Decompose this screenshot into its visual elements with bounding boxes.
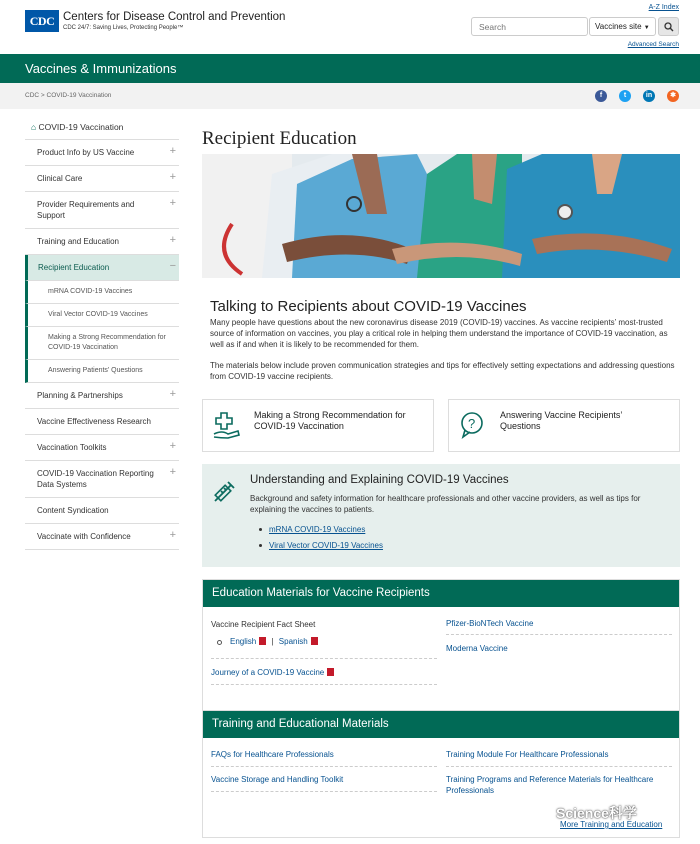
- fact-sheet-label: Vaccine Recipient Fact Sheet: [211, 620, 316, 629]
- pdf-icon: [311, 637, 318, 645]
- sidebar-item[interactable]: [25, 383, 179, 409]
- sidebar-subitem[interactable]: mRNA COVID-19 Vaccines: [25, 281, 179, 304]
- hand-medical-icon: [212, 410, 242, 440]
- sidebar-item[interactable]: [25, 435, 179, 461]
- expand-icon[interactable]: +: [169, 234, 176, 246]
- syringe-icon: [211, 477, 239, 505]
- question-bubble-icon: [459, 410, 489, 440]
- talking-materials-text: The materials below include proven communication strategies and tips for effectively setting expectations and addressing questions from COVID-19 vaccine recipients.: [210, 361, 675, 381]
- divider: [446, 634, 672, 635]
- link-bullet: [259, 544, 262, 547]
- sidebar-item-label: COVID-19 Vaccination Reporting Data Systems: [37, 469, 154, 489]
- viral-vector-link[interactable]: Viral Vector COVID-19 Vaccines: [269, 541, 383, 550]
- list-bullet: [217, 640, 222, 645]
- sidebar-item[interactable]: [25, 140, 179, 166]
- org-name: Centers for Disease Control and Prevention: [63, 11, 286, 23]
- expand-icon[interactable]: +: [169, 466, 176, 478]
- divider: [211, 766, 437, 767]
- page-title: Recipient Education: [202, 128, 357, 149]
- breadcrumb-current[interactable]: COVID-19 Vaccination: [46, 92, 112, 99]
- storage-toolkit-link[interactable]: Vaccine Storage and Handling Toolkit: [211, 775, 344, 784]
- linkedin-icon[interactable]: in: [643, 90, 655, 102]
- expand-icon[interactable]: +: [169, 388, 176, 400]
- divider: [211, 791, 437, 792]
- svg-text:?: ?: [468, 416, 476, 431]
- card-label: Making a Strong Recommendation for COVID-19 Vaccination: [254, 410, 406, 431]
- mrna-link[interactable]: mRNA COVID-19 Vaccines: [269, 525, 366, 534]
- talking-heading: Talking to Recipients about COVID-19 Vaccines: [210, 298, 527, 315]
- az-index-link[interactable]: A-Z Index: [648, 4, 679, 11]
- understanding-text: Background and safety information for healthcare professionals and other vaccine providers, as well as tips for explaining the vaccines to patients.: [250, 494, 641, 514]
- sidebar-item-label: Vaccine Effectiveness Research: [37, 417, 151, 426]
- pdf-icon: [259, 637, 266, 645]
- journey-item: [211, 667, 334, 678]
- collapse-icon[interactable]: −: [169, 260, 176, 272]
- search-input[interactable]: [471, 17, 588, 36]
- training-programs-link[interactable]: Training Programs and Reference Materials for Healthcare Professionals: [446, 775, 654, 795]
- strong-recommendation-card[interactable]: [202, 399, 434, 452]
- english-link[interactable]: English: [230, 637, 257, 646]
- education-materials-section: [202, 579, 680, 721]
- sidebar-item[interactable]: [25, 498, 179, 524]
- card-label: Answering Vaccine Recipients’ Questions: [500, 410, 623, 431]
- pfizer-link[interactable]: Pfizer-BioNTech Vaccine: [446, 619, 534, 628]
- sidebar-subitem[interactable]: Making a Strong Recommendation for COVID-19 Vaccination: [25, 327, 179, 360]
- pdf-icon: [327, 668, 334, 676]
- syndicate-icon[interactable]: ✱: [667, 90, 679, 102]
- sidebar-item-label: Content Syndication: [37, 506, 109, 515]
- breadcrumb: [25, 92, 111, 99]
- sidebar-item[interactable]: [25, 524, 179, 550]
- expand-icon[interactable]: +: [169, 197, 176, 209]
- sidebar-item-label: Clinical Care: [37, 174, 83, 183]
- separator: |: [271, 637, 274, 646]
- sidebar-item-label: Training and Education: [37, 237, 119, 246]
- faqs-link[interactable]: FAQs for Healthcare Professionals: [211, 750, 334, 759]
- sidebar-nav: [25, 116, 179, 550]
- sidebar-item[interactable]: [25, 166, 179, 192]
- link-bullet: [259, 528, 262, 531]
- sidebar-home-label: COVID-19 Vaccination: [38, 122, 124, 132]
- spanish-link[interactable]: Spanish: [278, 637, 308, 646]
- fact-sheet-languages: [230, 636, 318, 647]
- search-scope-select[interactable]: [589, 17, 656, 36]
- sidebar-item[interactable]: [25, 255, 179, 281]
- sidebar-item-label: Vaccinate with Confidence: [37, 532, 131, 541]
- sidebar-item[interactable]: [25, 461, 179, 498]
- answering-questions-card[interactable]: [448, 399, 680, 452]
- search-icon: [664, 22, 674, 32]
- caret-down-icon: ▼: [643, 25, 650, 31]
- facebook-icon[interactable]: f: [595, 90, 607, 102]
- divider: [446, 766, 672, 767]
- hero-image: [202, 154, 680, 278]
- more-training-link[interactable]: More Training and Education: [560, 820, 663, 829]
- tagline: CDC 24/7: Saving Lives, Protecting People™: [63, 25, 184, 31]
- understanding-box: [202, 464, 680, 567]
- journey-link[interactable]: Journey of a COVID-19 Vaccine: [211, 668, 325, 677]
- expand-icon[interactable]: +: [169, 145, 176, 157]
- scope-label: Vaccines site: [595, 22, 642, 31]
- sidebar-item-label: Product Info by US Vaccine: [37, 148, 135, 157]
- home-icon: ⌂: [31, 122, 37, 132]
- sidebar-subitem[interactable]: Viral Vector COVID-19 Vaccines: [25, 304, 179, 327]
- breadcrumb-sep: >: [40, 92, 45, 99]
- expand-icon[interactable]: +: [169, 529, 176, 541]
- site-banner[interactable]: Vaccines & Immunizations: [0, 54, 700, 83]
- sidebar-item-label: Recipient Education: [38, 263, 110, 272]
- training-module-link[interactable]: Training Module For Healthcare Professionals: [446, 750, 609, 759]
- sidebar-home[interactable]: [25, 116, 179, 140]
- breadcrumb-bar: [0, 83, 700, 109]
- divider: [211, 658, 437, 659]
- twitter-icon[interactable]: t: [619, 90, 631, 102]
- sidebar-item-label: Planning & Partnerships: [37, 391, 123, 400]
- advanced-search-link[interactable]: Advanced Search: [627, 41, 679, 48]
- talking-intro: Many people have questions about the new coronavirus disease 2019 (COVID-19) vaccines. As vaccine recipients’ most-trusted source of information on vaccines, you play a critical role in helping them understand the importance of COVID-19 vaccination, as well as if and when it is likely to be recommended for them.: [210, 318, 668, 349]
- site-header: [0, 0, 700, 54]
- expand-icon[interactable]: +: [169, 171, 176, 183]
- sidebar-subitem[interactable]: Answering Patients’ Questions: [25, 360, 179, 383]
- sidebar-item[interactable]: [25, 409, 179, 435]
- section-heading: Training and Educational Materials: [203, 711, 679, 738]
- search-button[interactable]: [658, 17, 679, 36]
- moderna-link[interactable]: Moderna Vaccine: [446, 644, 508, 653]
- sidebar-item[interactable]: [25, 192, 179, 229]
- breadcrumb-home[interactable]: CDC: [25, 92, 40, 99]
- watermark: Science科学: [556, 805, 637, 821]
- expand-icon[interactable]: +: [169, 440, 176, 452]
- sidebar-item-label: Vaccination Toolkits: [37, 443, 107, 452]
- sidebar-item[interactable]: [25, 229, 179, 255]
- understanding-heading: Understanding and Explaining COVID-19 Vaccines: [250, 474, 509, 486]
- cdc-logo[interactable]: CDC: [25, 10, 59, 32]
- section-heading: Education Materials for Vaccine Recipients: [203, 580, 679, 607]
- divider: [211, 684, 437, 685]
- sidebar-item-label: Provider Requirements and Support: [37, 200, 135, 220]
